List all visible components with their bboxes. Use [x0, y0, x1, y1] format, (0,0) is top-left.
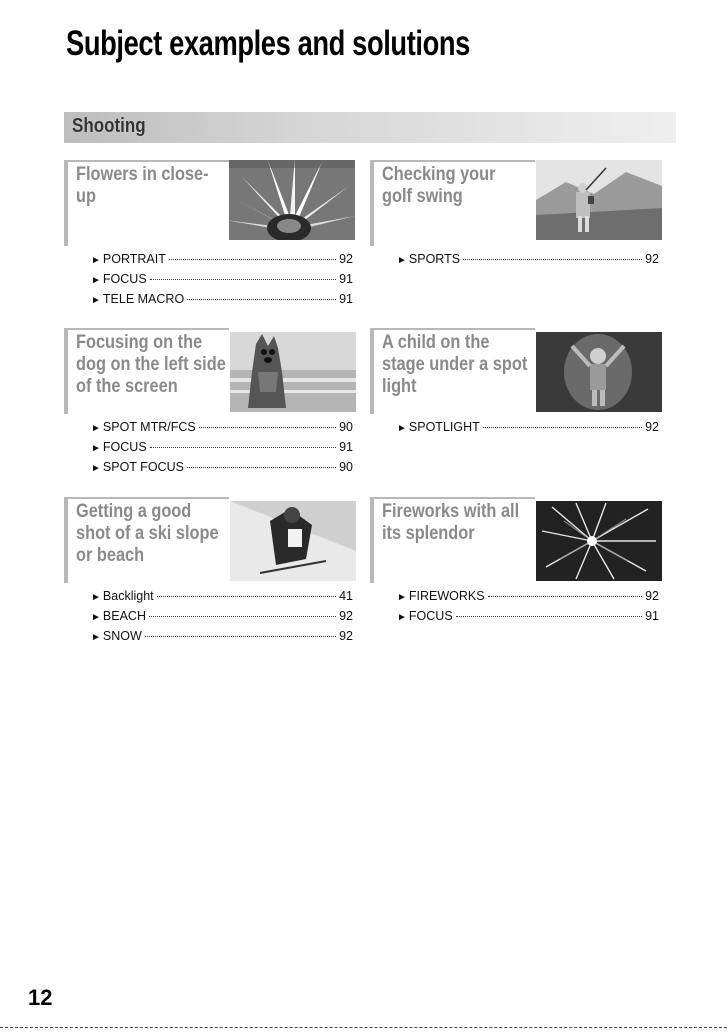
triangle-right-icon: ►	[91, 463, 101, 474]
section-header	[64, 112, 676, 143]
list-item[interactable]: ► FIREWORKS 92	[397, 589, 659, 603]
child-stage-photo	[536, 332, 662, 412]
list-item[interactable]: ► TELE MACRO 91	[91, 292, 353, 306]
setting-list	[397, 589, 659, 629]
skier-photo	[230, 501, 356, 581]
triangle-right-icon: ►	[91, 423, 101, 434]
list-item[interactable]: ► SPOTLIGHT 92	[397, 420, 659, 434]
triangle-right-icon: ►	[91, 612, 101, 623]
triangle-right-icon: ►	[91, 275, 101, 286]
triangle-right-icon: ►	[91, 255, 101, 266]
setting-list	[397, 252, 659, 272]
list-item[interactable]: ► FOCUS 91	[91, 440, 353, 454]
list-item[interactable]: ► SNOW 92	[91, 629, 353, 643]
list-item[interactable]: ► SPORTS 92	[397, 252, 659, 266]
card-title: Checking your golf swing	[382, 164, 496, 207]
card-title: Getting a good shot of a ski slope or beach	[76, 501, 219, 566]
triangle-right-icon: ►	[397, 612, 407, 623]
golfer-photo	[536, 160, 662, 240]
list-item[interactable]: ► FOCUS 91	[397, 609, 659, 623]
setting-list	[91, 589, 353, 649]
triangle-right-icon: ►	[91, 295, 101, 306]
list-item[interactable]: ► Backlight 41	[91, 589, 353, 603]
triangle-right-icon: ►	[397, 592, 407, 603]
triangle-right-icon: ►	[91, 632, 101, 643]
setting-list	[91, 420, 353, 480]
triangle-right-icon: ►	[397, 255, 407, 266]
section-label: Shooting	[72, 115, 146, 137]
list-item[interactable]: ► SPOT FOCUS 90	[91, 460, 353, 474]
bottom-divider	[0, 1027, 727, 1030]
card-title: Fireworks with all its splendor	[382, 501, 520, 544]
card-title: A child on the stage under a spot light	[382, 332, 528, 397]
page-number: 12	[28, 985, 53, 1010]
triangle-right-icon: ►	[397, 423, 407, 434]
triangle-right-icon: ►	[91, 443, 101, 454]
dog-photo	[230, 332, 356, 412]
fireworks-photo	[536, 501, 662, 581]
list-item[interactable]: ► PORTRAIT 92	[91, 252, 353, 266]
card-title: Flowers in close-up	[76, 164, 209, 207]
triangle-right-icon: ►	[91, 592, 101, 603]
list-item[interactable]: ► SPOT MTR/FCS 90	[91, 420, 353, 434]
list-item[interactable]: ► BEACH 92	[91, 609, 353, 623]
setting-list	[91, 252, 353, 312]
card-title: Focusing on the dog on the left side of the screen	[76, 332, 226, 397]
page-title: Subject examples and solutions	[66, 24, 470, 63]
list-item[interactable]: ► FOCUS 91	[91, 272, 353, 286]
flower-photo	[229, 160, 355, 240]
setting-list	[397, 420, 659, 440]
